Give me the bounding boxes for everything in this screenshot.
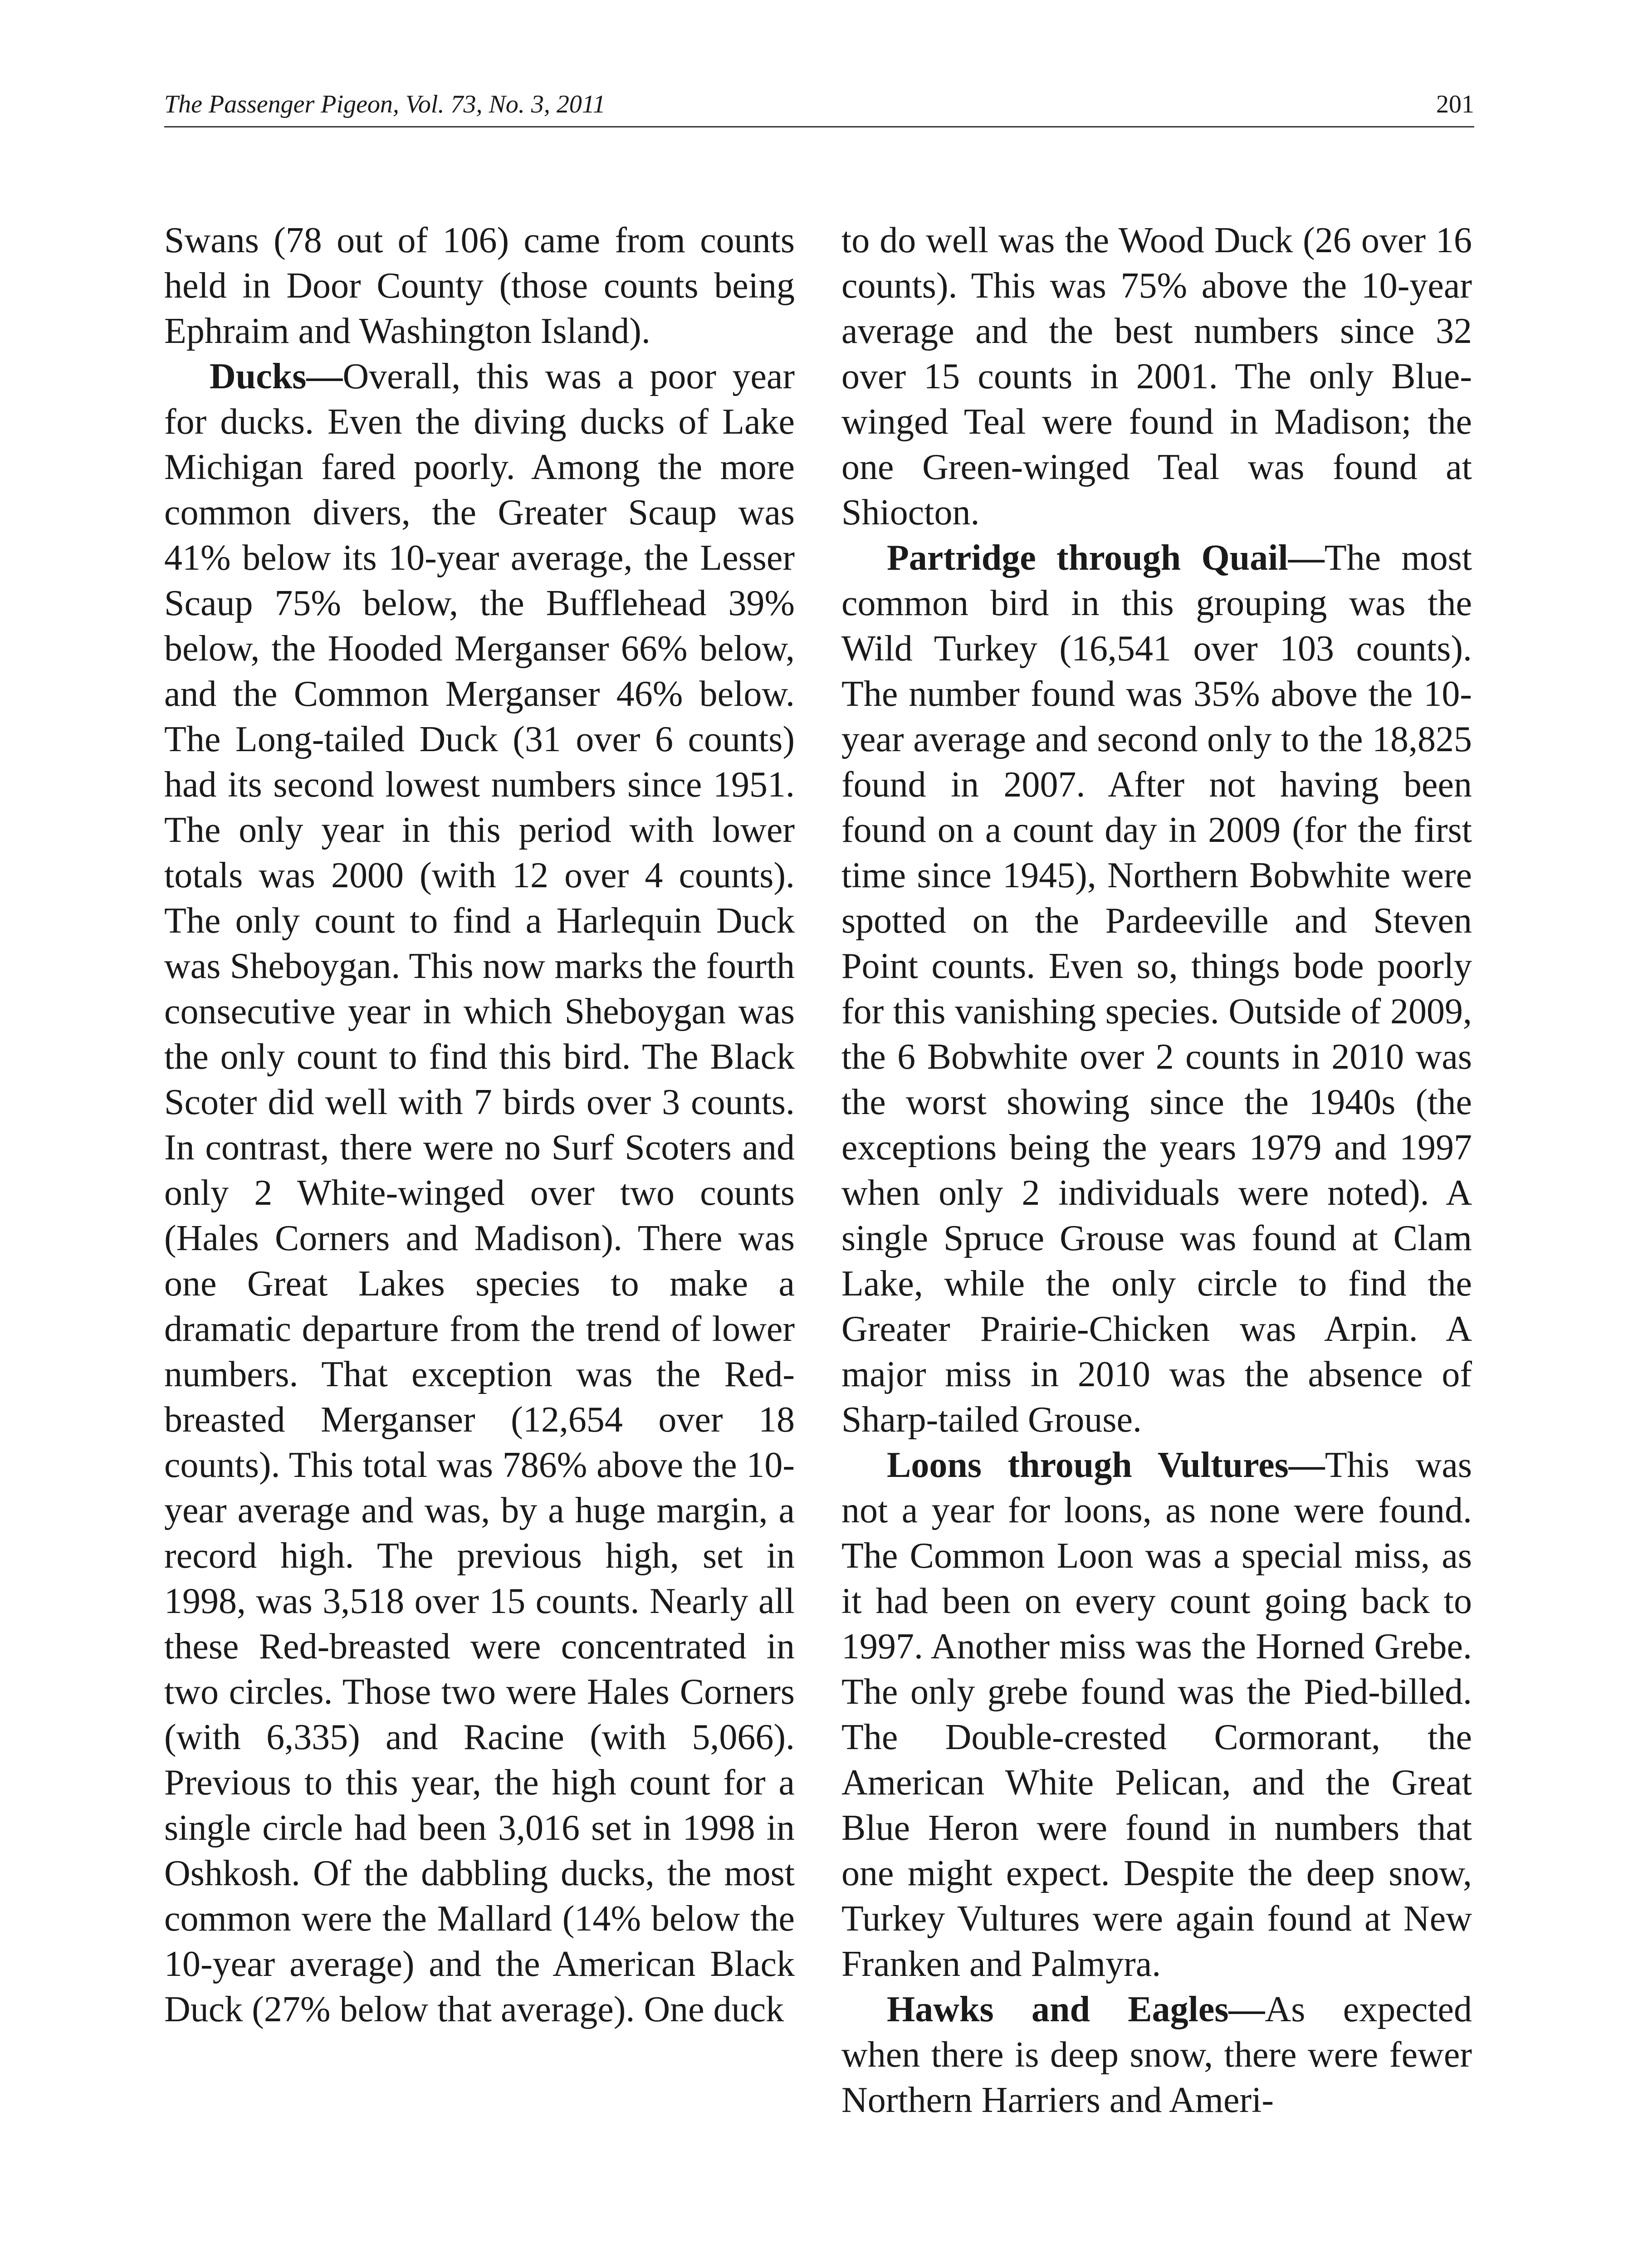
wood-duck-text: to do well was the Wood Duck (26 over 16 counts). This was 75% above the 10-year average and the best numbers since 32 over 15 counts in 2001. The only Blue-winged Teal were found in Madison; the one Green-winged Teal was found at Shiocton. xyxy=(841,220,1472,533)
journal-title: The Passenger Pigeon, Vol. 73, No. 3, 2011 xyxy=(164,90,606,118)
paragraph-hawks xyxy=(841,1987,1472,2123)
left-column xyxy=(164,218,795,2032)
partridge-text: The most common bird in this grouping was the Wild Turkey (16,541 over 103 counts). The number found was 35% above the 10-year average and second only to the 18,825 found in 2007. After not having been found on a count day in 2009 (for the first time since 1945), Northern Bobwhite were spotted on the Pardeeville and Steven Point counts. Even so, things bode poorly for this vanishing species. Outside of 2009, the 6 Bobwhite over 2 counts in 2010 was the worst showing since the 1940s (the exceptions being the years 1979 and 1997 when only 2 individuals were noted). A single Spruce Grouse was found at Clam Lake, while the only circle to find the Greater Prairie-Chicken was Arpin. A major miss in 2010 was the absence of Sharp-tailed Grouse. xyxy=(841,538,1472,1440)
partridge-heading: Partridge through Quail— xyxy=(887,538,1325,578)
paragraph-swans-text: Swans (78 out of 106) came from counts held in Door County (those counts being Ephraim and Washington Island). xyxy=(164,220,795,351)
paragraph-partridge xyxy=(841,535,1472,1442)
loons-heading: Loons through Vultures— xyxy=(887,1445,1325,1485)
ducks-text: Overall, this was a poor year for ducks. Even the diving ducks of Lake Michigan fared poorly. Among the more common divers, the Greater Scaup was 41% below its 10-year average, the Lesser Scaup 75% below, the Bufflehead 39% below, the Hooded Merganser 66% below, and the Common Merganser 46% below. The Long-tailed Duck (31 over 6 counts) had its second lowest numbers since 1951. The only year in this period with lower totals was 2000 (with 12 over 4 counts). The only count to find a Harlequin Duck was Sheboygan. This now marks the fourth consecutive year in which Sheboygan was the only count to find this bird. The Black Scoter did well with 7 birds over 3 counts. In contrast, there were no Surf Scoters and only 2 White-winged over two counts (Hales Corners and Madison). There was one Great Lakes species to make a dramatic departure from the trend of lower numbers. That exception was the Red-breasted Merganser (12,654 over 18 counts). This total was 786% above the 10-year average and was, by a huge margin, a record high. The previous high, set in 1998, was 3,518 over 15 counts. Nearly all these Red-breasted were concentrated in two circles. Those two were Hales Corners (with 6,335) and Racine (with 5,066). Previous to this year, the high count for a single circle had been 3,016 set in 1998 in Oshkosh. Of the dabbling ducks, the most common were the Mallard (14% below the 10-year average) and the American Black Duck (27% below that average). One duck xyxy=(164,357,795,2029)
header-rule xyxy=(164,126,1474,127)
running-head xyxy=(164,86,1474,122)
paragraph-swans xyxy=(164,218,795,354)
paragraph-wood-duck xyxy=(841,218,1472,535)
hawks-text: As expected when there is deep snow, there were fewer Northern Harriers and Ameri- xyxy=(841,1989,1472,2120)
ducks-heading: Ducks— xyxy=(210,357,343,396)
paragraph-loons xyxy=(841,1442,1472,1987)
right-column xyxy=(841,218,1472,2123)
hawks-heading: Hawks and Eagles— xyxy=(887,1989,1265,2029)
paragraph-ducks xyxy=(164,354,795,2032)
loons-text: This was not a year for loons, as none were found. The Common Loon was a special miss, as it had been on every count going back to 1997. Another miss was the Horned Grebe. The only grebe found was the Pied-billed. The Double-crested Cormorant, the American White Pelican, and the Great Blue Heron were found in numbers that one might expect. Despite the deep snow, Turkey Vultures were again found at New Franken and Palmyra. xyxy=(841,1445,1472,1984)
page-number: 201 xyxy=(1436,90,1474,118)
